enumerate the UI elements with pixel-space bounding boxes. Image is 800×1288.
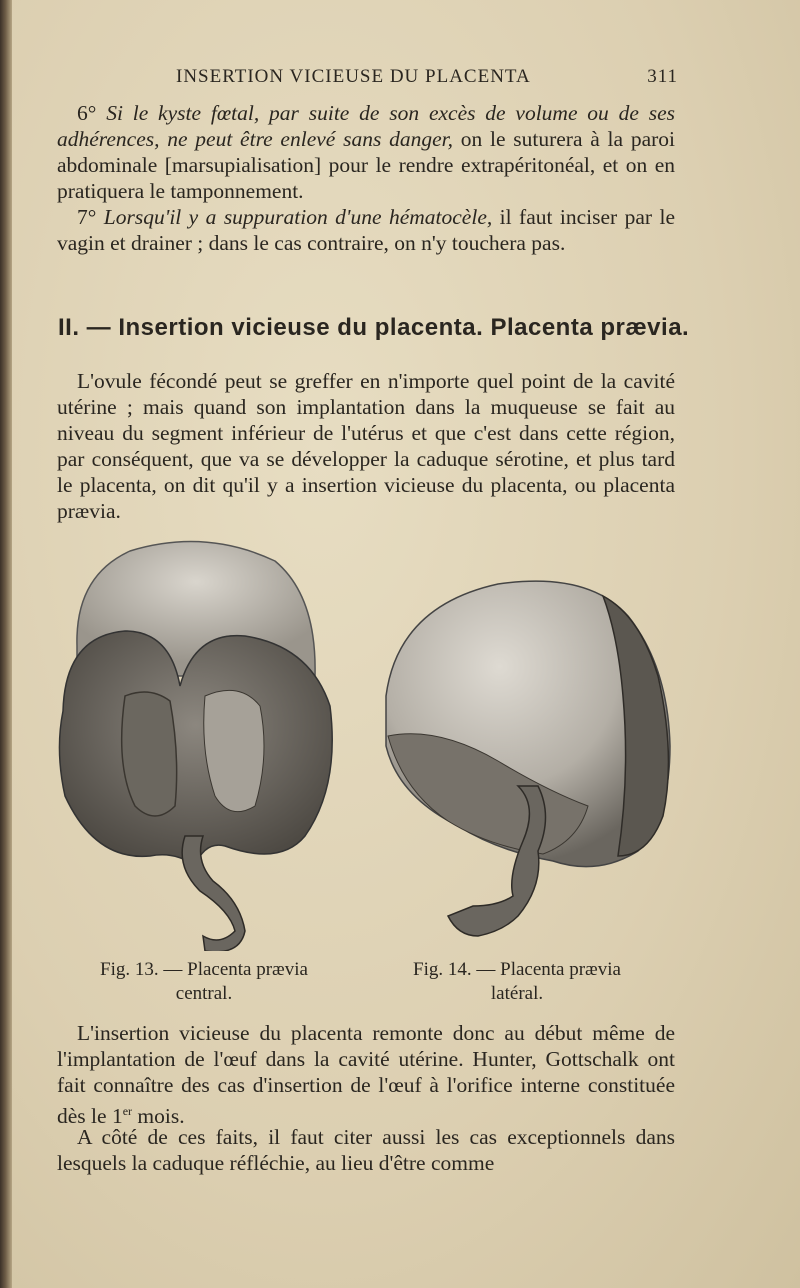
section-heading: II. — Insertion vicieuse du placenta. Placenta prævia. [58,314,690,341]
caption-line: Fig. 14. — Placenta prævia [413,959,621,980]
paragraph-text: L'ovule fécondé peut se greffer en n'importe quel point de la cavité utérine ; mais quand son implantation dans la muqueuse se fait au niveau du segment inférieur de l'utérus et que c'est dans cette région, par conséquent, que va se développer la caduque sérotine, et plus tard le placenta, on dit qu'il y a insertion vicieuse du placenta, ou placenta prævia. [57,369,675,523]
item-text: il faut inciser par le vagin et drainer ; dans le cas contraire, on n'y touchera pas. [57,205,675,255]
caption-line: central. [175,983,233,1004]
page-header [60,66,678,90]
figure-14-illustration [378,576,673,951]
item-text: on le suturera à la paroi abdominale [marsupialisation] pour le rendre extrapéritonéal, et on en pratiquera le tamponnement. [57,127,676,203]
caption-line: latéral. [490,983,544,1004]
paragraph-end: mois. [137,1104,185,1129]
figure-14-caption [372,958,662,1006]
figure-13-caption [64,958,344,1006]
item-number: 6° [77,101,97,125]
ordinal-number: 1 [111,1104,123,1129]
caption-line: Fig. 13. — Placenta prævia [100,959,308,980]
body-paragraph-1 [57,368,675,524]
running-title: INSERTION VICIEUSE DU PLACENTA [176,66,531,87]
list-item-6 [57,100,675,204]
paragraph-text: A côté de ces faits, il faut citer aussi les cas exceptionnels dans lesquels la caduque réfléchie, au lieu d'être comme [57,1125,675,1175]
item-number: 7° [77,205,97,229]
list-item-7 [57,204,675,256]
item-italic-text: Si le kyste fœtal, par suite de son excès de volume ou de ses adhérences, ne peut être enlevé sans danger, [57,101,676,151]
paragraph-text: L'insertion vicieuse du placenta remonte donc au début même de l'implantation de l'œuf dans la cavité utérine. Hunter, Gottschalk ont fait connaître des cas d'insertion de l'œuf à l'orifice interne constituée dès le [57,1021,675,1129]
figure-13-illustration [55,536,340,951]
ordinal-suffix: er [122,1104,133,1118]
body-paragraph-2 [57,1020,675,1129]
page-number: 311 [647,66,678,87]
body-paragraph-3 [57,1124,675,1176]
item-italic-text: Lorsqu'il y a suppuration d'une hématocèle, [103,205,493,229]
